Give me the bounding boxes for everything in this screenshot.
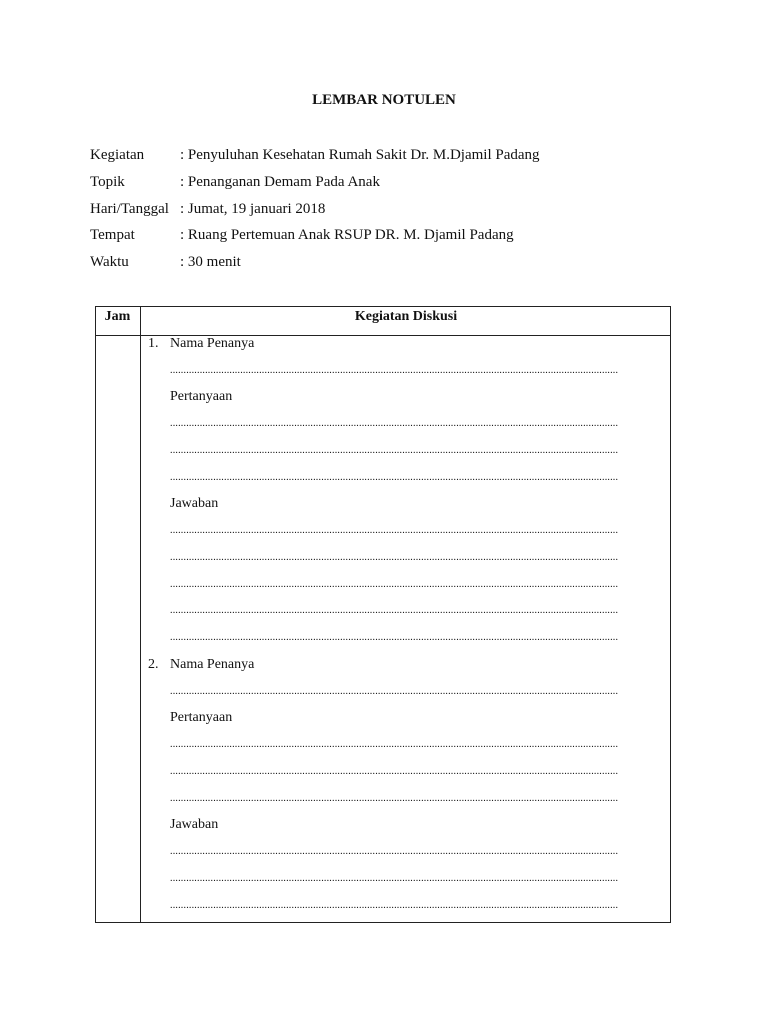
info-label: Hari/Tanggal: [90, 201, 169, 217]
nama-penanya-label: Nama Penanya: [170, 657, 255, 672]
dotted-line[interactable]: ......................................................................................................................................................................: [170, 552, 619, 563]
nama-penanya-label: Nama Penanya: [170, 336, 255, 351]
jawaban-label: Jawaban: [170, 496, 219, 511]
dotted-line[interactable]: ......................................................................................................................................................................: [170, 900, 619, 911]
dotted-line[interactable]: ......................................................................................................................................................................: [170, 579, 619, 590]
pertanyaan-label: Pertanyaan: [170, 710, 233, 725]
info-value: : Penyuluhan Kesehatan Rumah Sakit Dr. M.Djamil Padang: [180, 147, 540, 163]
dotted-line[interactable]: ......................................................................................................................................................................: [170, 793, 619, 804]
entry-number: 2.: [148, 657, 159, 672]
info-value: : Ruang Pertemuan Anak RSUP DR. M. Djamil Padang: [180, 227, 514, 243]
info-label: Waktu: [90, 254, 129, 270]
dotted-line[interactable]: ......................................................................................................................................................................: [170, 766, 619, 777]
info-value: : Penanganan Demam Pada Anak: [180, 174, 380, 190]
dotted-line[interactable]: ......................................................................................................................................................................: [170, 846, 619, 857]
info-label: Tempat: [90, 227, 135, 243]
entry-number: 1.: [148, 336, 159, 351]
table-header-kegiatan: Kegiatan Diskusi: [354, 309, 458, 324]
info-value: : Jumat, 19 januari 2018: [180, 201, 326, 217]
dotted-line[interactable]: ......................................................................................................................................................................: [170, 445, 619, 456]
dotted-line[interactable]: ......................................................................................................................................................................: [170, 632, 619, 643]
jawaban-label: Jawaban: [170, 817, 219, 832]
dotted-line[interactable]: ......................................................................................................................................................................: [170, 686, 619, 697]
page-title: LEMBAR NOTULEN: [312, 92, 456, 108]
dotted-line[interactable]: ......................................................................................................................................................................: [170, 605, 619, 616]
dotted-line[interactable]: ......................................................................................................................................................................: [170, 739, 619, 750]
info-label: Topik: [90, 174, 125, 190]
table-header-jam: Jam: [104, 309, 131, 324]
dotted-line[interactable]: ......................................................................................................................................................................: [170, 472, 619, 483]
dotted-line[interactable]: ......................................................................................................................................................................: [170, 525, 619, 536]
info-value: : 30 menit: [180, 254, 241, 270]
dotted-line[interactable]: ......................................................................................................................................................................: [170, 873, 619, 884]
table-column-divider: [140, 306, 141, 923]
pertanyaan-label: Pertanyaan: [170, 389, 233, 404]
info-label: Kegiatan: [90, 147, 145, 163]
dotted-line[interactable]: ......................................................................................................................................................................: [170, 418, 619, 429]
dotted-line[interactable]: ......................................................................................................................................................................: [170, 365, 619, 376]
